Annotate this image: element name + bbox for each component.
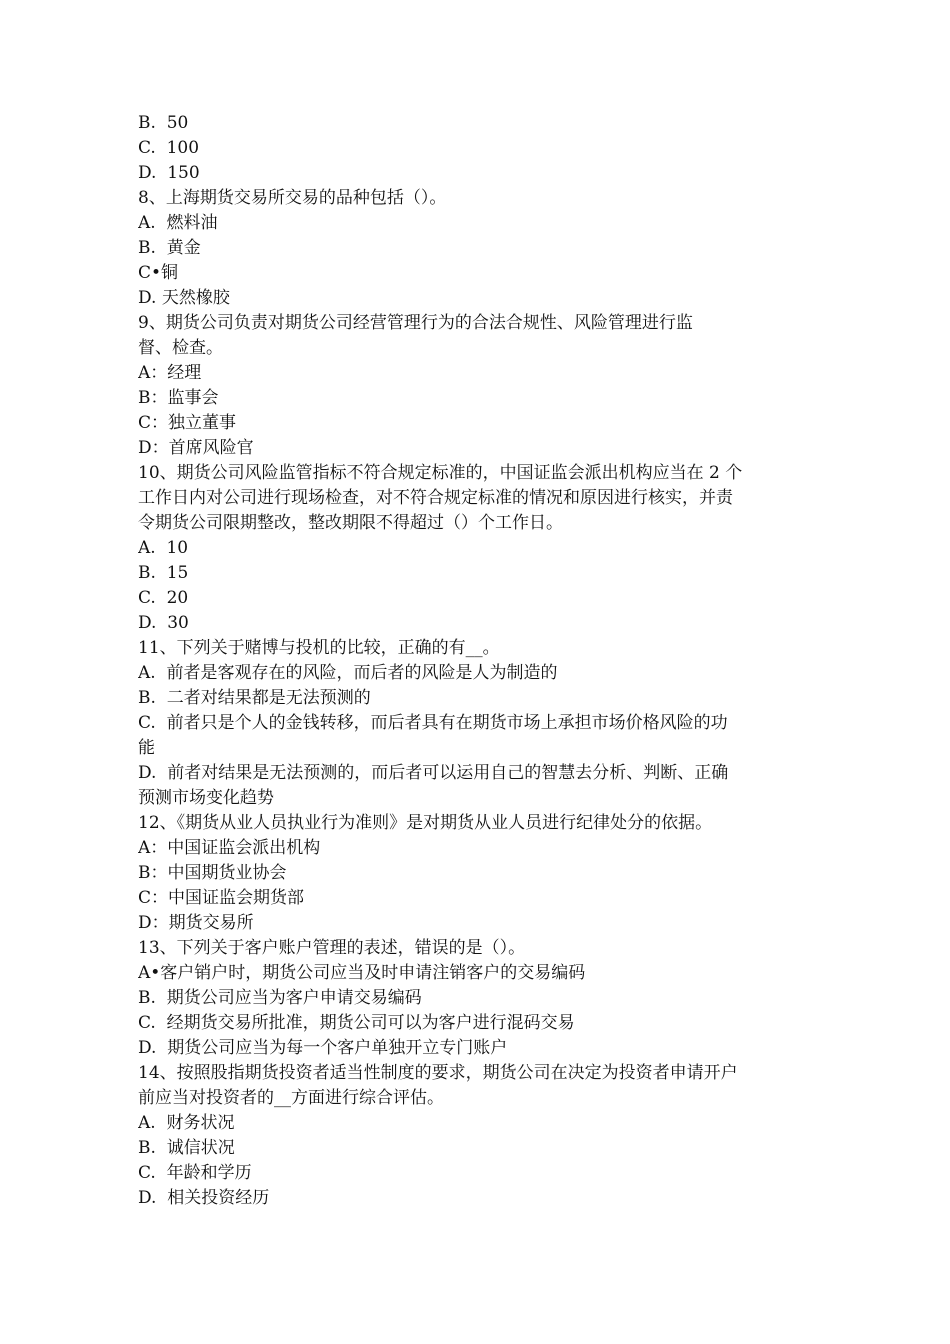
question-9-continued: 督、检查。 [138,338,223,358]
option-line: C. 年龄和学历 [138,1163,252,1183]
option-line: D：首席风险官 [138,438,254,458]
option-line: A：中国证监会派出机构 [138,838,321,858]
option-line: B：中国期货业协会 [138,863,287,883]
option-line-continued: 预测市场变化趋势 [138,788,274,808]
question-13: 13、下列关于客户账户管理的表述，错误的是（）。 [138,938,526,958]
option-line: B. 二者对结果都是无法预测的 [138,688,371,708]
option-line: A. 财务状况 [138,1113,235,1133]
option-line: C. 20 [138,588,189,608]
option-line: B. 期货公司应当为客户申请交易编码 [138,988,422,1008]
option-line: A. 燃料油 [138,213,218,233]
option-line: B. 诚信状况 [138,1138,235,1158]
option-line: B：监事会 [138,388,219,408]
option-line: D. 天然橡胶 [138,288,230,308]
question-9: 9、期货公司负责对期货公司经营管理行为的合法合规性、风险管理进行监 [138,313,693,333]
option-line: D. 相关投资经历 [138,1188,270,1208]
option-line: B. 15 [138,563,189,583]
option-line: A•客户销户时，期货公司应当及时申请注销客户的交易编码 [138,963,586,983]
option-line: D. 前者对结果是无法预测的，而后者可以运用自己的智慧去分析、判断、正确 [138,763,729,783]
question-12: 12、《期货从业人员执业行为准则》是对期货从业人员进行纪律处分的依据。 [138,813,713,833]
document-body [138,111,818,1211]
option-line: A：经理 [138,363,202,383]
option-line: C. 经期货交易所批准，期货公司可以为客户进行混码交易 [138,1013,575,1033]
option-line: D：期货交易所 [138,913,254,933]
question-10-continued: 令期货公司限期整改，整改期限不得超过（）个工作日。 [138,513,563,533]
option-line: D. 期货公司应当为每一个客户单独开立专门账户 [138,1038,508,1058]
question-10-continued: 工作日内对公司进行现场检查，对不符合规定标准的情况和原因进行核实，并责 [138,488,733,508]
option-line: C. 100 [138,138,200,158]
option-line: C•铜 [138,263,179,283]
question-14-continued: 前应当对投资者的__方面进行综合评估。 [138,1088,444,1108]
option-line: C. 前者只是个人的金钱转移，而后者具有在期货市场上承担市场价格风险的功 [138,713,728,733]
question-10: 10、期货公司风险监管指标不符合规定标准的，中国证监会派出机构应当在 2 个 [138,463,743,483]
option-line: C：独立董事 [138,413,237,433]
question-8: 8、上海期货交易所交易的品种包括（）。 [138,188,447,208]
option-line: D. 30 [138,613,189,633]
question-14: 14、按照股指期货投资者适当性制度的要求，期货公司在决定为投资者申请开户 [138,1063,738,1083]
option-line-continued: 能 [138,738,155,758]
option-line: D. 150 [138,163,200,183]
option-line: B. 黄金 [138,238,201,258]
option-line: A. 前者是客观存在的风险，而后者的风险是人为制造的 [138,663,558,683]
question-11: 11、下列关于赌博与投机的比较，正确的有__。 [138,638,500,658]
option-line: A. 10 [138,538,189,558]
option-line: C：中国证监会期货部 [138,888,305,908]
option-line: B. 50 [138,113,189,133]
